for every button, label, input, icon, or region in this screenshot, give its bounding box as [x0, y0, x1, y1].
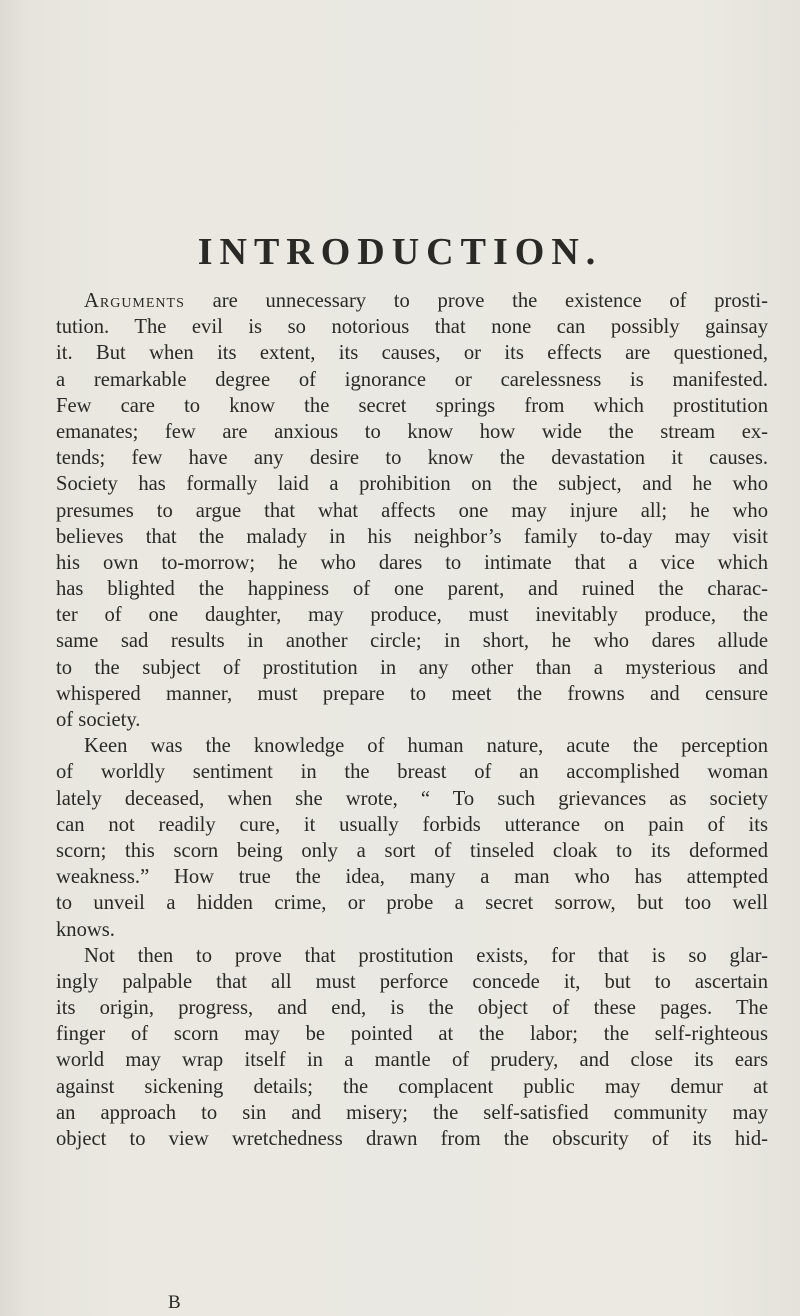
- text-line: world may wrap itself in a mantle of prudery, and close its ears: [56, 1049, 768, 1072]
- text-line: emanates; few are anxious to know how wide the stream ex-: [56, 420, 768, 443]
- text-line: his own to-morrow; he who dares to intimate that a vice which: [56, 551, 768, 574]
- text-line: of worldly sentiment in the breast of an accomplished woman: [56, 761, 768, 784]
- text-line: against sickening details; the complacent public may demur at: [56, 1075, 768, 1098]
- text-line: lately deceased, when she wrote, “ To such grievances as society: [56, 787, 768, 810]
- text-line: it. But when its extent, its causes, or its effects are questioned,: [56, 342, 768, 365]
- text-line: a remarkable degree of ignorance or carelessness is manifested.: [56, 368, 768, 391]
- text-line: believes that the malady in his neighbor’s family to-day may visit: [56, 525, 768, 548]
- text-line: object to view wretchedness drawn from the obscurity of its hid-: [56, 1128, 768, 1150]
- text-line: scorn; this scorn being only a sort of tinseled cloak to its deformed: [56, 839, 768, 862]
- text-line: to the subject of prostitution in any other than a mysterious and: [56, 656, 768, 679]
- text-line: tution. The evil is so notorious that none can possibly gainsay: [56, 316, 768, 339]
- text-line: same sad results in another circle; in short, he who dares allude: [56, 630, 768, 653]
- text-line: Not then to prove that prostitution exists, for that is so glar-: [84, 944, 768, 967]
- text-line: to unveil a hidden crime, or probe a secret sorrow, but too well: [56, 892, 768, 915]
- text-line: Keen was the knowledge of human nature, acute the perception: [84, 735, 768, 758]
- text-line: Few care to know the secret springs from which prostitution: [56, 394, 768, 417]
- text-line: of society.: [56, 709, 141, 731]
- text-line: tends; few have any desire to know the devastation it causes.: [56, 447, 768, 470]
- text-line: knows.: [56, 918, 115, 941]
- text-line: its origin, progress, and end, is the object of these pages. The: [56, 997, 768, 1020]
- text-line: presumes to argue that what affects one may injure all; he who: [56, 499, 768, 522]
- text-line: finger of scorn may be pointed at the labor; the self-righteous: [56, 1023, 768, 1046]
- body-text: [56, 288, 768, 1152]
- text-line: ingly palpable that all must perforce concede it, but to ascertain: [56, 970, 768, 993]
- text-line: an approach to sin and misery; the self-satisfied community may: [56, 1101, 768, 1124]
- text-line: can not readily cure, it usually forbids utterance on pain of its: [56, 813, 768, 836]
- lead-word: Arguments: [84, 290, 185, 312]
- text-line: whispered manner, must prepare to meet the frowns and censure: [56, 682, 768, 705]
- text-line: weakness.” How true the idea, many a man who has attempted: [56, 866, 768, 889]
- text-line: has blighted the happiness of one parent, and ruined the charac-: [56, 578, 768, 601]
- text-line: Society has formally laid a prohibition on the subject, and he who: [56, 473, 768, 496]
- page-title: INTRODUCTION.: [197, 231, 603, 273]
- text-line: Arguments are unnecessary to prove the existence of prosti-: [84, 290, 768, 312]
- text-line: ter of one daughter, may produce, must inevitably produce, the: [56, 604, 768, 627]
- signature-mark: B: [168, 1292, 181, 1313]
